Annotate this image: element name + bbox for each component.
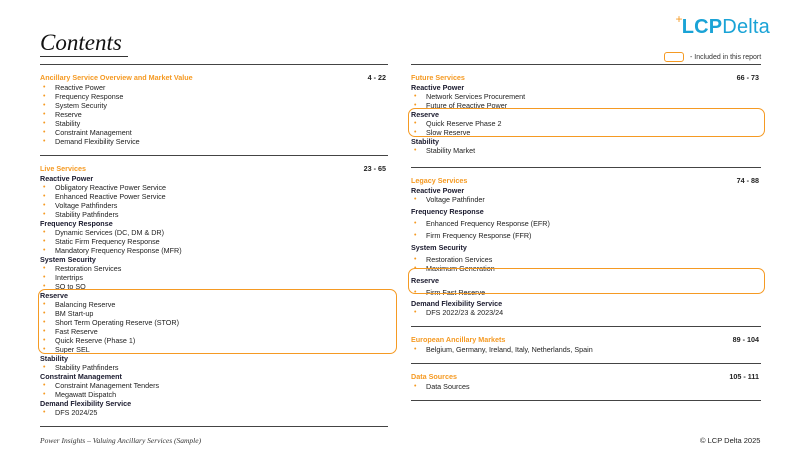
included-highlight-reserve-legacy xyxy=(408,268,765,294)
section-divider xyxy=(411,400,761,401)
list-item: • Network Services Procurement xyxy=(411,92,761,101)
toc-section-overview[interactable] xyxy=(40,65,388,146)
list-item: • Belgium, Germany, Ireland, Italy, Netherlands, Spain xyxy=(411,345,761,354)
logo-text-delta: Delta xyxy=(722,16,770,38)
list-item: • Maximum Generation xyxy=(411,264,761,273)
title-underline xyxy=(40,56,128,57)
list-item: • Firm Frequency Response (FFR) xyxy=(411,231,761,240)
footer-report-title: Power Insights – Valuing Ancillary Services (Sample) xyxy=(40,436,202,445)
group-title: Reserve xyxy=(411,110,439,119)
list-item: • Stability xyxy=(40,119,388,128)
group-title: Frequency Response xyxy=(411,207,484,216)
list-item: • Demand Flexibility Service xyxy=(40,137,388,146)
list-item: • Voltage Pathfinder xyxy=(411,195,761,204)
list-item: • Slow Reserve xyxy=(411,128,761,137)
section-pages: 89 - 104 xyxy=(732,335,759,344)
list-item: • Quick Reserve Phase 2 xyxy=(411,119,761,128)
section-title[interactable]: European Ancillary Markets xyxy=(411,335,506,344)
toc-section-european-markets[interactable] xyxy=(411,327,761,354)
list-item: • Voltage Pathfinders xyxy=(40,201,388,210)
list-item: • Restoration Services xyxy=(411,255,761,264)
section-title[interactable]: Legacy Services xyxy=(411,176,468,185)
section-pages: 66 - 73 xyxy=(736,73,759,82)
included-legend xyxy=(664,52,761,62)
list-item: • Short Term Operating Reserve (STOR) xyxy=(40,318,388,327)
section-title[interactable]: Ancillary Service Overview and Market Value xyxy=(40,73,193,82)
group-title: Stability xyxy=(411,137,439,146)
lcp-delta-logo xyxy=(675,12,770,39)
list-item: • Enhanced Reactive Power Service xyxy=(40,192,388,201)
list-item: • Reserve xyxy=(40,110,388,119)
legend-swatch-icon xyxy=(664,52,684,62)
list-item: • Constraint Management xyxy=(40,128,388,137)
group-title: Reserve xyxy=(40,291,68,300)
list-item: • Stability Pathfinders xyxy=(40,210,388,219)
list-item: • Megawatt Dispatch xyxy=(40,390,388,399)
toc-section-data-sources[interactable] xyxy=(411,364,761,391)
section-pages: 105 - 111 xyxy=(729,372,759,381)
list-item: • SO to SO xyxy=(40,282,388,291)
list-item: • Constraint Management Tenders xyxy=(40,381,388,390)
group-title: Reserve xyxy=(411,276,439,285)
list-item: • Mandatory Frequency Response (MFR) xyxy=(40,246,388,255)
list-item: • Obligatory Reactive Power Service xyxy=(40,183,388,192)
group-title: Frequency Response xyxy=(40,219,113,228)
list-item: • Future of Reactive Power xyxy=(411,101,761,110)
list-item: • DFS 2022/23 & 2023/24 xyxy=(411,308,761,317)
list-item: • Static Firm Frequency Response xyxy=(40,237,388,246)
list-item: • Super SEL xyxy=(40,345,388,354)
section-divider xyxy=(40,426,388,427)
list-item: • Quick Reserve (Phase 1) xyxy=(40,336,388,345)
list-item: • BM Start-up xyxy=(40,309,388,318)
list-item: • Data Sources xyxy=(411,382,761,391)
group-title: Constraint Management xyxy=(40,372,122,381)
list-item: • Dynamic Services (DC, DM & DR) xyxy=(40,228,388,237)
footer-copyright: © LCP Delta 2025 xyxy=(700,436,761,445)
group-title: System Security xyxy=(411,243,467,252)
list-item: • System Security xyxy=(40,101,388,110)
section-title[interactable]: Data Sources xyxy=(411,372,457,381)
page-title: Contents xyxy=(40,30,122,55)
list-item: • Stability Pathfinders xyxy=(40,363,388,372)
left-column xyxy=(40,64,388,427)
list-item: • Frequency Response xyxy=(40,92,388,101)
group-title: Reactive Power xyxy=(411,83,465,92)
logo-plus-icon: + xyxy=(675,12,683,26)
list-item: • Fast Reserve xyxy=(40,327,388,336)
group-title: Demand Flexibility Service xyxy=(40,399,132,408)
list-item: • Firm Fast Reserve xyxy=(411,288,761,297)
group-title: Demand Flexibility Service xyxy=(411,299,503,308)
included-highlight-reserve-live xyxy=(38,289,397,354)
logo-text-lcp: LCP xyxy=(681,16,723,38)
included-highlight-reserve-future xyxy=(408,108,765,137)
list-item: • Restoration Services xyxy=(40,264,388,273)
section-title[interactable]: Live Services xyxy=(40,164,86,173)
group-title: System Security xyxy=(40,255,96,264)
section-pages: 23 - 65 xyxy=(363,164,386,173)
list-item: • DFS 2024/25 xyxy=(40,408,388,417)
toc-section-legacy-services[interactable] xyxy=(411,168,761,317)
section-pages: 4 - 22 xyxy=(367,73,386,82)
group-title: Reactive Power xyxy=(40,174,94,183)
section-title[interactable]: Future Services xyxy=(411,73,465,82)
toc-section-live-services[interactable] xyxy=(40,156,388,417)
legend-label: - Included in this report xyxy=(690,53,762,61)
list-item: • Stability Market xyxy=(411,146,761,155)
list-item: • Enhanced Frequency Response (EFR) xyxy=(411,219,761,228)
section-pages: 74 - 88 xyxy=(736,176,759,185)
group-title: Reactive Power xyxy=(411,186,465,195)
list-item: • Reactive Power xyxy=(40,83,388,92)
group-title: Stability xyxy=(40,354,68,363)
list-item: • Balancing Reserve xyxy=(40,300,388,309)
list-item: • Intertrips xyxy=(40,273,388,282)
